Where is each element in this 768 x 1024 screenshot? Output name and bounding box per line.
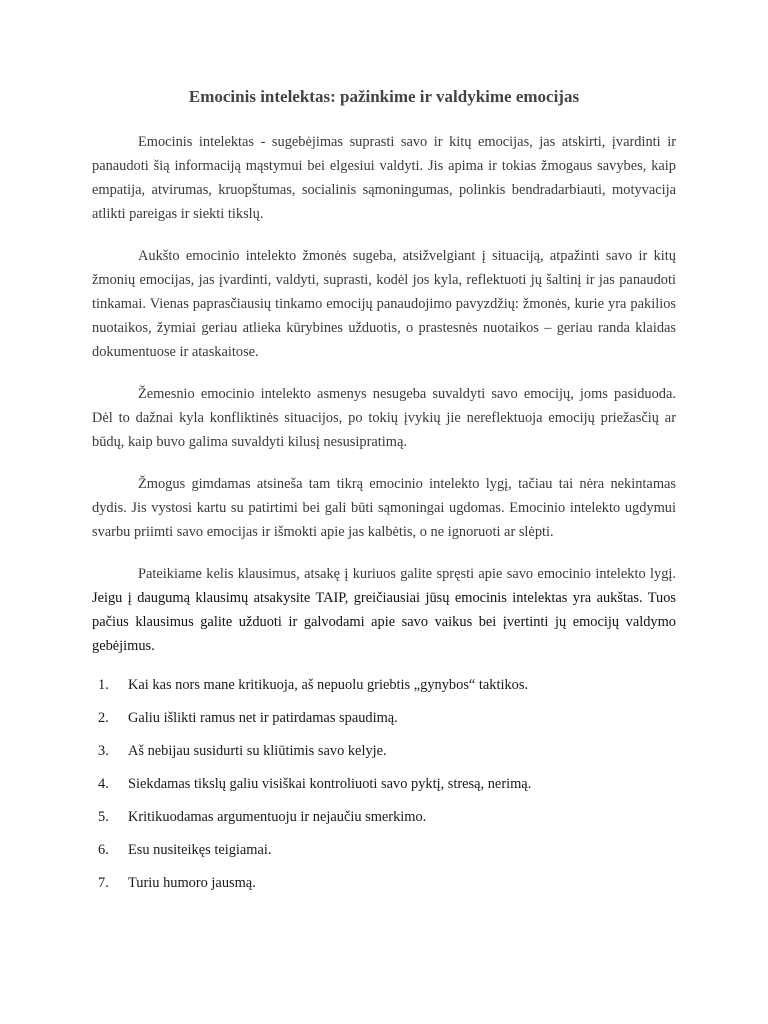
paragraph-definition: Emocinis intelektas - sugebėjimas suprasti savo ir kitų emocijas, jas atskirti, įvardinti ir panaudoti šią informaciją mąstymui bei elgesiui valdyti. Jis apima ir tokias žmogaus savybes, kaip empatija, atvirumas, kruopštumas, socialinis sąmoningumas, polinkis bendradarbiauti, motyvacija atlikti pareigas ir siekti tikslų. — [92, 134, 676, 222]
list-item — [92, 742, 676, 761]
list-item-number: 2. — [98, 710, 109, 726]
list-item-number: 4. — [98, 776, 109, 792]
list-item-number: 3. — [98, 743, 109, 759]
list-item-text: Aš nebijau susidurti su kliūtimis savo kelyje. — [128, 743, 387, 759]
list-item-number: 7. — [98, 875, 109, 891]
list-item — [92, 676, 676, 695]
list-item-text: Kritikuodamas argumentuoju ir nejaučiu smerkimo. — [128, 809, 427, 825]
list-item — [92, 874, 676, 893]
questions-intro-part2: Jeigu į daugumą klausimų atsakysite TAIP, greičiausiai jūsų emocinis intelektas yra aukštas. Tuos pačius klausimus galite užduoti ir galvodami apie savo vaikus bei įvertinti jų emocijų valdymo gebėjimus. — [92, 590, 676, 654]
document-title: Emocinis intelektas: pažinkime ir valdykime emocijas — [188, 87, 580, 106]
list-item — [92, 709, 676, 728]
list-item-number: 1. — [98, 677, 109, 693]
paragraph-questions-intro — [92, 562, 676, 658]
document-page — [92, 86, 676, 907]
list-item-number: 6. — [98, 842, 109, 858]
list-item-text: Kai kas nors mane kritikuoja, aš nepuolu griebtis „gynybos“ taktikos. — [128, 677, 529, 693]
list-item-text: Galiu išlikti ramus net ir patirdamas spaudimą. — [128, 710, 398, 726]
questions-intro-part1: Pateikiame kelis klausimus, atsakę į kuriuos galite spręsti apie savo emocinio intelekto lygį. — [138, 566, 676, 582]
list-item — [92, 808, 676, 827]
paragraph-high-ei: Aukšto emocinio intelekto žmonės sugeba, atsižvelgiant į situaciją, atpažinti savo ir kitų žmonių emocijas, jas įvardinti, valdyti, suprasti, kodėl jos kyla, reflektuoti jų šaltinį ir jas panaudoti tinkamai. Vienas paprasčiausių tinkamo emocijų panaudojimo pavyzdžių: žmonės, kurie yra pakilios nuotaikos, žymiai geriau atlieka kūrybines užduotis, o prastesnės nuotaikos – geriau randa klaidas dokumentuose ir ataskaitose. — [92, 248, 676, 360]
paragraph-development: Žmogus gimdamas atsineša tam tikrą emocinio intelekto lygį, tačiau tai nėra nekintamas dydis. Jis vystosi kartu su patirtimi bei gali būti sąmoningai ugdomas. Emocinio intelekto ugdymui svarbu priimti savo emocijas ir išmokti apie jas kalbėtis, o ne ignoruoti ar slėpti. — [92, 476, 676, 540]
list-item-number: 5. — [98, 809, 109, 825]
list-item-text: Turiu humoro jausmą. — [128, 875, 256, 891]
list-item-text: Esu nusiteikęs teigiamai. — [128, 842, 272, 858]
paragraph-low-ei: Žemesnio emocinio intelekto asmenys nesugeba suvaldyti savo emocijų, joms pasiduoda. Dėl to dažnai kyla konfliktinės situacijos, po tokių įvykių jie nereflektuoja emocijų priežasčių ar būdų, kaip buvo galima suvaldyti kilusį nesusipratimą. — [92, 386, 676, 450]
list-item — [92, 775, 676, 794]
list-item-text: Siekdamas tikslų galiu visiškai kontroliuoti savo pyktį, stresą, nerimą. — [128, 776, 532, 792]
questions-list — [92, 676, 676, 893]
list-item — [92, 841, 676, 860]
